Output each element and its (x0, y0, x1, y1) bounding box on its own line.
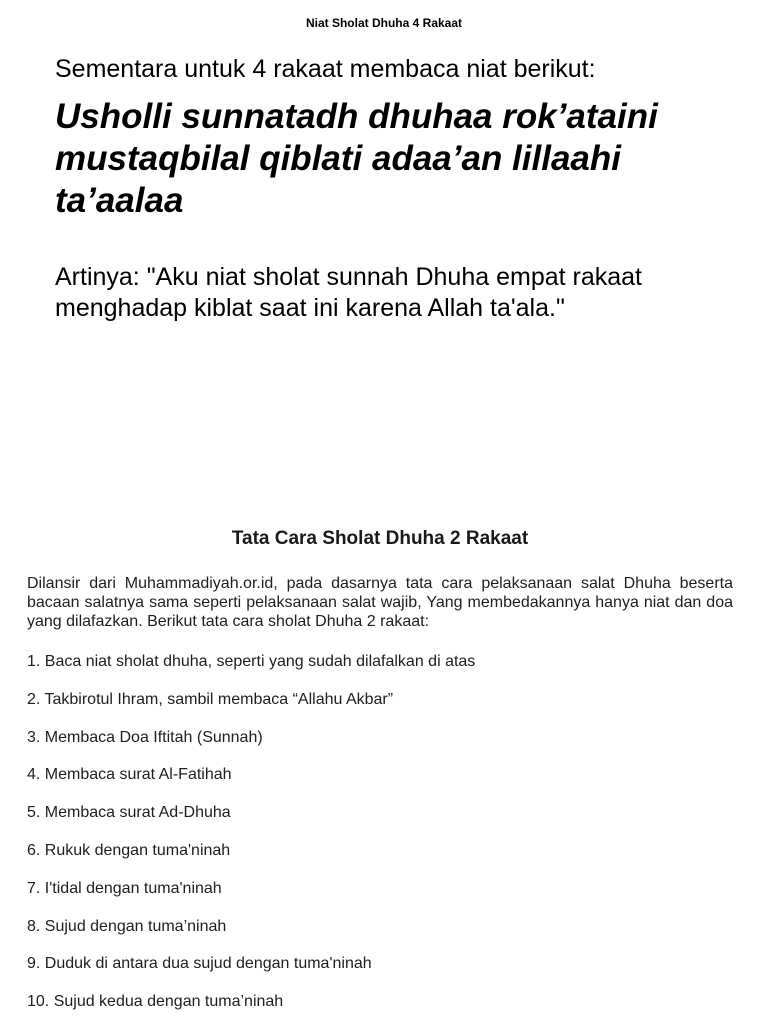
step-item-5: 5. Membaca surat Ad-Dhuha (27, 804, 231, 822)
section-title: Tata Cara Sholat Dhuha 2 Rakaat (231, 528, 529, 549)
step-item-3: 3. Membaca Doa Iftitah (Sunnah) (27, 728, 263, 746)
step-item-2: 2. Takbirotul Ihram, sambil membaca “Allahu Akbar” (27, 690, 394, 708)
step-item-9: 9. Duduk di antara dua sujud dengan tuma'ninah (27, 955, 372, 973)
step-item-7: 7. I'tidal dengan tuma'ninah (27, 879, 222, 897)
page-header-title: Niat Sholat Dhuha 4 Rakaat (305, 16, 463, 30)
step-item-1: 1. Baca niat sholat dhuha, seperti yang sudah dilafalkan di atas (27, 653, 476, 670)
steps-list (27, 652, 733, 1030)
step-item-4: 4. Membaca surat Al-Fatihah (27, 766, 232, 784)
meaning-text: Artinya: "Aku niat sholat sunnah Dhuha empat rakaat menghadap kiblat saat ini karena Allah ta'ala." (55, 263, 642, 322)
step-item-10: 10. Sujud kedua dengan tuma’ninah (27, 993, 284, 1011)
intro-text: Sementara untuk 4 rakaat membaca niat berikut: (55, 55, 596, 83)
niat-text: Usholli sunnatadh dhuhaa rok’ataini mustaqbilal qiblati adaa’an lillaahi ta’aalaa (55, 97, 658, 220)
step-item-8: 8. Sujud dengan tuma’ninah (27, 917, 227, 935)
step-item-6: 6. Rukuk dengan tuma'ninah (27, 841, 231, 859)
section-paragraph: Dilansir dari Muhammadiyah.or.id, pada dasarnya tata cara pelaksanaan salat Dhuha beserta bacaan salatnya sama seperti pelaksanaan salat wajib, Yang membedakannya hanya niat dan doa yang dilafazkan. Berikut tata cara sholat Dhuha 2 rakaat: (27, 575, 733, 630)
